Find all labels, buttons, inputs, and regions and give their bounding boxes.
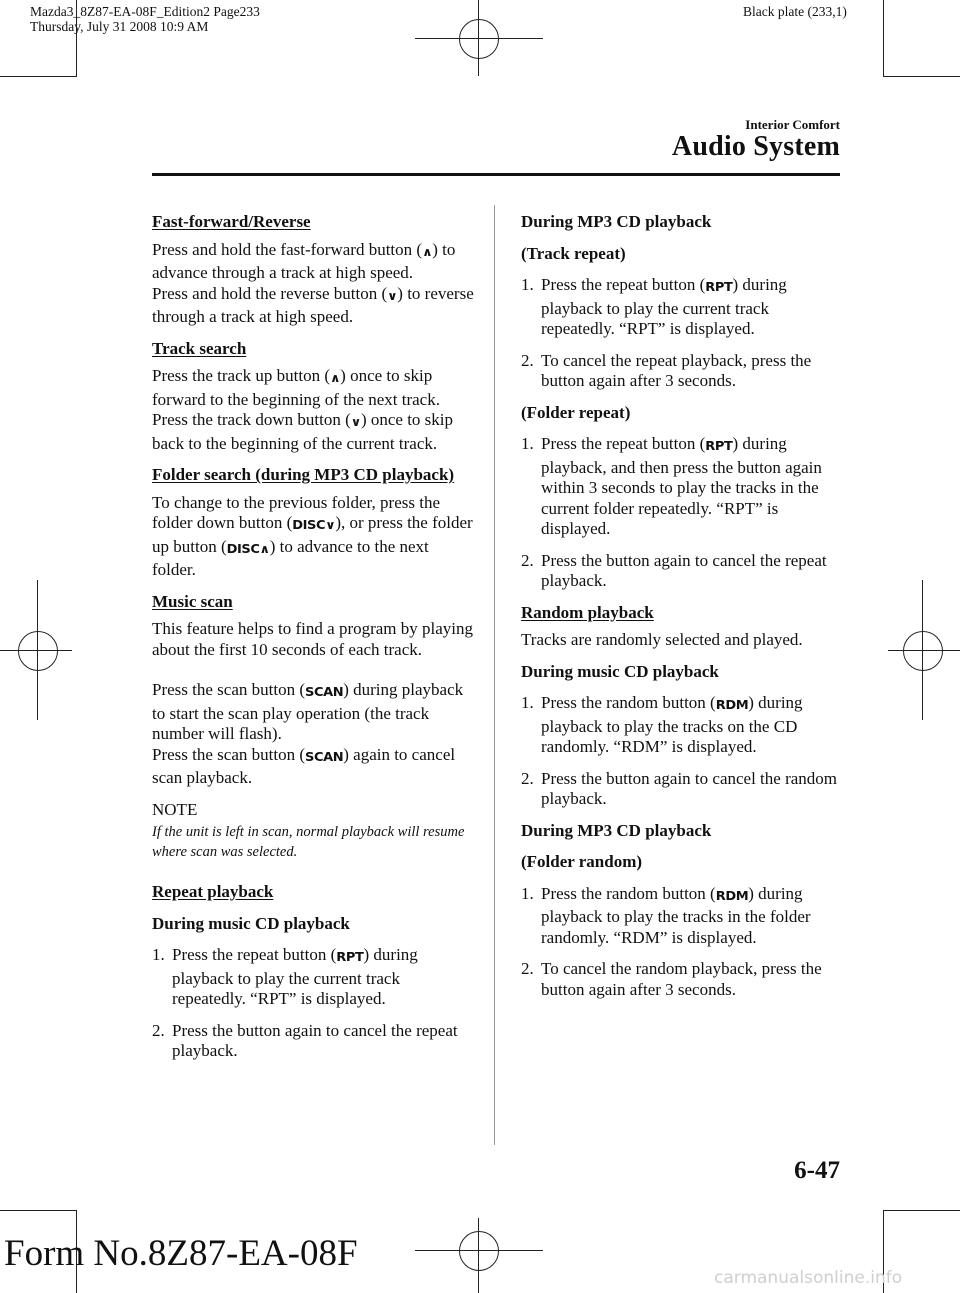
rpt-button-icon: RPT bbox=[336, 950, 364, 965]
plate-info: Black plate (233,1) bbox=[743, 4, 847, 19]
heading-random-playback: Random playback bbox=[521, 602, 654, 622]
header-rule bbox=[152, 173, 840, 176]
rdm-button-icon: RDM bbox=[715, 889, 749, 903]
scan-button-icon: SCAN bbox=[304, 685, 344, 700]
paragraph: Tracks are randomly selected and played. bbox=[521, 630, 803, 649]
right-column bbox=[521, 212, 843, 1011]
heading-repeat-playback: Repeat playback bbox=[152, 882, 274, 901]
list-item: 2. To cancel the random playback, press the button again after 3 seconds. bbox=[521, 959, 822, 999]
form-number: Form No.8Z87-EA-08F bbox=[4, 1233, 358, 1274]
subheading: During music CD playback bbox=[152, 913, 350, 933]
watermark: carmanualsonline.info bbox=[714, 1268, 903, 1288]
list-item: 2. Press the button again to cancel the repeat playback. bbox=[521, 550, 827, 590]
heading-fast-forward: Fast-forward/Reverse bbox=[152, 212, 311, 231]
paragraph: This feature helps to find a program by playing about the first 10 seconds of each track. bbox=[152, 619, 474, 659]
paragraph: Press the track up button (∧) once to skip forward to the beginning of the next track. Press the track down button (∨) once to skip back to the beginning of the current track. bbox=[152, 366, 454, 453]
list-item: 2. Press the button again to cancel the random playback. bbox=[521, 768, 837, 808]
print-info-date: Thursday, July 31 2008 10:9 AM bbox=[30, 19, 209, 34]
column-divider bbox=[494, 205, 495, 1145]
section-label: Interior Comfort bbox=[745, 117, 840, 132]
paragraph: To change to the previous folder, press the folder down button (DISC∨), or press the folder up button (DISC∧) to advance to the next folder. bbox=[152, 492, 473, 579]
subheading: (Track repeat) bbox=[521, 243, 626, 263]
list-item: 2. To cancel the repeat playback, press the button again after 3 seconds. bbox=[521, 350, 812, 390]
down-arrow-icon: ∨ bbox=[350, 415, 361, 430]
print-info-file: Mazda3_8Z87-EA-08F_Edition2 Page233 bbox=[30, 4, 260, 19]
subheading: During MP3 CD playback bbox=[521, 820, 712, 840]
page-number: 6-47 bbox=[794, 1157, 840, 1184]
note-body: If the unit is left in scan, normal playback will resume where scan was selected. bbox=[152, 824, 465, 860]
print-info bbox=[30, 4, 260, 34]
paragraph: Press the scan button (SCAN) during playback to start the scan play operation (the track number will flash). Press the scan button (SCAN) again to cancel scan playback. bbox=[152, 680, 464, 787]
list-item: 1. Press the repeat button (RPT) during playback to play the current track repeatedly. “RPT” is displayed. bbox=[152, 945, 418, 1008]
rpt-button-icon: RPT bbox=[705, 280, 733, 295]
subheading: During music CD playback bbox=[521, 661, 719, 681]
subheading: (Folder repeat) bbox=[521, 402, 631, 422]
rpt-button-icon: RPT bbox=[705, 439, 733, 454]
heading-music-scan: Music scan bbox=[152, 591, 233, 611]
heading-track-search: Track search bbox=[152, 338, 247, 358]
list-item: 1. Press the repeat button (RPT) during playback to play the current track repeatedly. “RPT” is displayed. bbox=[521, 275, 787, 338]
up-arrow-icon: ∧ bbox=[330, 371, 341, 386]
subheading: (Folder random) bbox=[521, 852, 643, 871]
list-item: 2. Press the button again to cancel the repeat playback. bbox=[152, 1020, 458, 1060]
list-item: 1. Press the random button (RDM) during playback to play the tracks in the folder randomly. “RDM” is displayed. bbox=[521, 883, 811, 947]
scan-button-icon: SCAN bbox=[304, 750, 344, 764]
heading-folder-search: Folder search (during MP3 CD playback) bbox=[152, 465, 455, 484]
note-title: NOTE bbox=[152, 799, 198, 819]
rdm-button-icon: RDM bbox=[715, 698, 749, 713]
list-item: 1. Press the repeat button (RPT) during playback, and then press the button again within 3 seconds to play the tracks in the current folder repeatedly. “RPT” is displayed. bbox=[521, 434, 822, 538]
paragraph: Press and hold the fast-forward button (∧) to advance through a track at high speed. Press and hold the reverse button (∨) to reverse through a track at high speed. bbox=[152, 239, 474, 326]
subheading: During MP3 CD playback bbox=[521, 212, 712, 231]
page-title: Audio System bbox=[671, 131, 840, 162]
down-arrow-icon: ∨ bbox=[387, 289, 398, 303]
left-column bbox=[152, 212, 474, 1073]
disc-up-icon: DISC∧ bbox=[226, 542, 270, 556]
disc-down-icon: DISC∨ bbox=[292, 518, 336, 533]
list-item: 1. Press the random button (RDM) during playback to play the tracks on the CD randomly. “RDM” is displayed. bbox=[521, 693, 803, 756]
up-arrow-icon: ∧ bbox=[422, 245, 433, 259]
